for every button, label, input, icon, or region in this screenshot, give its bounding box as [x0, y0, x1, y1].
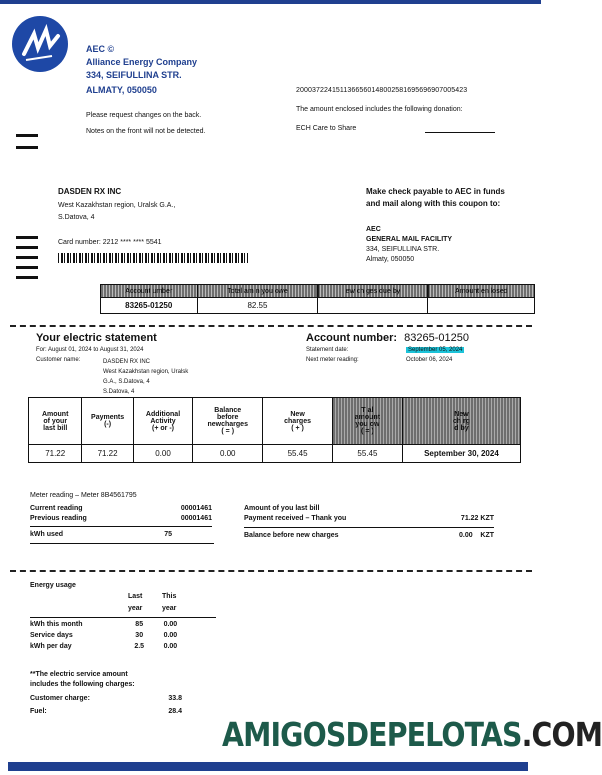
- meter-readings: Current reading 00001461 Previous reading 00001461 kWh used 75: [30, 505, 212, 538]
- summary-header-3: Balance before newcharges ( = ): [193, 398, 263, 445]
- coupon-total-value: 82.55: [197, 298, 318, 314]
- cut-line-top: [10, 325, 532, 327]
- company-full-name: Alliance Energy Company: [86, 57, 198, 67]
- statement-customer: DASDEN RX INC West Kazakhstan region, Uralsk G.A., S.Datova, 4 S.Datova, 4: [103, 359, 189, 395]
- statement-date-label: Statement date:: [306, 347, 349, 353]
- summary-header-2: Additional Activity (+ or -): [133, 398, 193, 445]
- meter-underline: [30, 543, 214, 544]
- statement-date: September 05, 2024: [408, 347, 463, 353]
- coupon-account-value: 83265-01250: [101, 298, 198, 314]
- coupon-header-total: Total am n you owe: [197, 285, 318, 298]
- charges-note: **The electric service amount includes the following charges:: [30, 671, 135, 688]
- summary-header-4: New charges ( + ): [263, 398, 333, 445]
- request-note: Please request changes on the back.: [86, 112, 202, 119]
- meter-title: Meter reading – Meter 8B4561795: [30, 492, 137, 499]
- charges-list: Customer charge: 33.8 Fuel: 28.4: [30, 695, 182, 715]
- coupon-barcode-number: 2000372241511366560148002581695696907005423: [296, 87, 468, 94]
- bottom-bar: [8, 762, 528, 771]
- summary-value-2: 0.00: [133, 445, 193, 463]
- amount-enclosed-field[interactable]: [428, 298, 535, 314]
- usage-row: kWh this month 85 0.00: [30, 621, 178, 628]
- customer-address-1: West Kazakhstan region, Uralsk G.A.,: [58, 202, 176, 209]
- company-street: 334, SEIFULLINA STR.: [86, 70, 182, 80]
- usage-row: Service days 30 0.00: [30, 632, 178, 639]
- customer-name: DASDEN RX INC: [58, 187, 122, 196]
- summary-header-5: T al amount you ow ( = ): [333, 398, 403, 445]
- coupon-due-value: [318, 298, 428, 314]
- summary-value-1: 71.22: [82, 445, 133, 463]
- card-number: Card number: 2212 **** **** 5541: [58, 239, 162, 246]
- next-reading-label: Next meter reading:: [306, 357, 359, 363]
- summary-value-5: 55.45: [333, 445, 403, 463]
- company-city: ALMATY, 050050: [86, 85, 157, 95]
- summary-value-3: 0.00: [193, 445, 263, 463]
- summary-value-0: 71.22: [29, 445, 82, 463]
- company-logo: [12, 16, 68, 72]
- bill-summary: Amount of you last bill Payment received – Thank you 71.22 KZT Balance before new charges 0.00 KZT: [244, 505, 494, 539]
- coupon-header-due: ew ch ges due by: [318, 285, 428, 298]
- customer-name-label: Customer name:: [36, 357, 81, 363]
- donation-text: The amount enclosed includes the following donation:: [296, 106, 463, 113]
- watermark: AMIGOSDEPELOTAS.COM: [222, 715, 602, 754]
- col-this-year: This year: [162, 593, 177, 612]
- usage-header-line: [30, 617, 216, 618]
- cut-line-bottom: [10, 570, 532, 572]
- donation-label: ECH Care to Share: [296, 125, 357, 132]
- summary-header-6: New ch rg d by: [402, 398, 520, 445]
- summary-header-0: Amount of your last bill: [29, 398, 82, 445]
- coupon-header-enclosed: Amount en losed: [428, 285, 535, 298]
- account-number-block: Account number: 83265-01250: [306, 332, 469, 344]
- customer-address-2: S.Datova, 4: [58, 214, 95, 221]
- coupon-header-account: Account umber: [101, 285, 198, 298]
- mail-to-address: AEC GENERAL MAIL FACILITY 334, SEIFULLINA STR. Almaty, 050050: [366, 226, 453, 263]
- side-marks-bottom: [16, 236, 38, 279]
- payable-instructions: Make check payable to AEC in funds and mail along with this coupon to:: [366, 187, 505, 208]
- donation-line: [425, 132, 495, 133]
- statement-title: Your electric statement: [36, 332, 157, 344]
- front-note: Notes on the front will not be detected.: [86, 128, 206, 135]
- usage-row: kWh per day 2.5 0.00: [30, 643, 178, 650]
- company-short-name: AEC ©: [86, 44, 115, 54]
- postal-barcode: [58, 253, 248, 263]
- summary-value-6: September 30, 2024: [402, 445, 520, 463]
- next-reading-date: October 06, 2024: [406, 357, 453, 363]
- summary-value-4: 55.45: [263, 445, 333, 463]
- company-address: [86, 43, 197, 97]
- usage-rows: [30, 620, 186, 653]
- summary-header-1: Payments (-): [82, 398, 133, 445]
- coupon-table: [100, 284, 535, 314]
- energy-usage-title: Energy usage: [30, 582, 76, 589]
- side-marks-top: [16, 134, 38, 149]
- summary-table: [28, 397, 521, 463]
- statement-period: For: August 01, 2024 to August 31, 2024: [36, 347, 144, 353]
- top-bar: [0, 0, 541, 4]
- col-last-year: Last year: [128, 593, 143, 612]
